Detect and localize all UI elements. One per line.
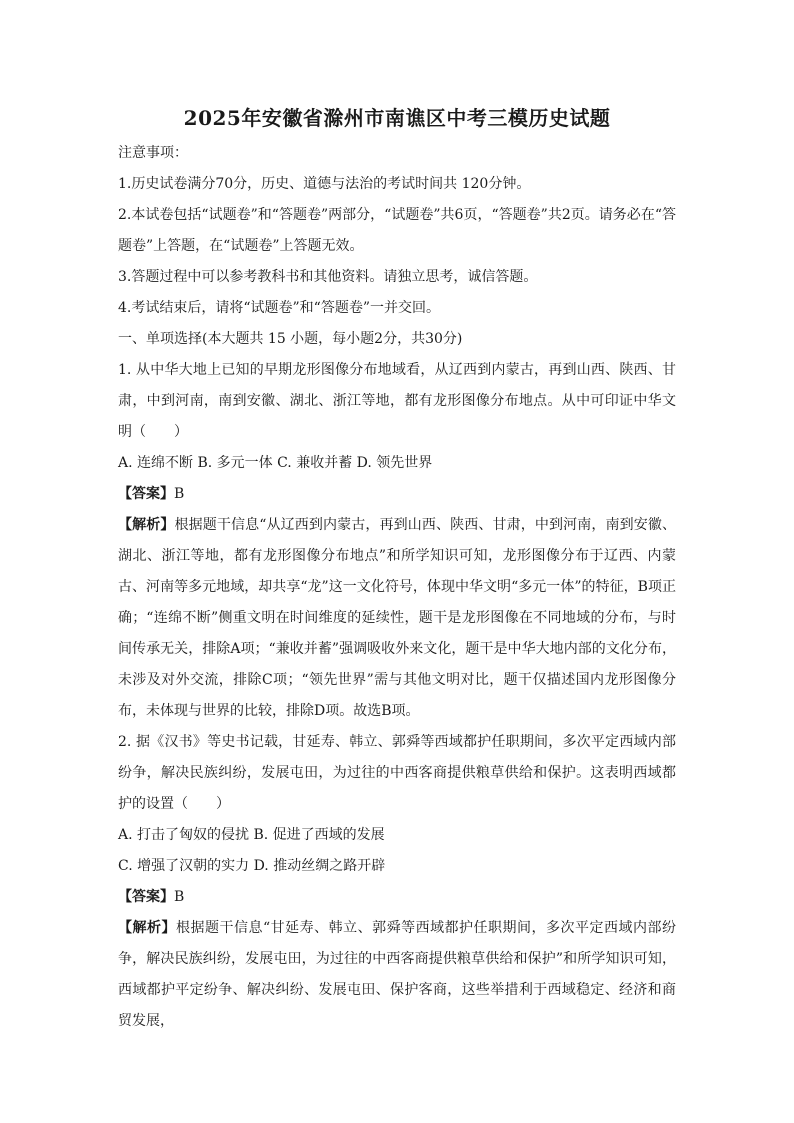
analysis-text: 根据题干信息“从辽西到内蒙古，再到山西、陕西、甘肃，中到河南，南到安徽、湖北、浙江等地，都有龙形图像分布地点”和所学知识可知，龙形图像分布于辽西、内蒙古、河南等多元地域，却共享“龙”这一文化符号，体现中华文明“多元一体”的特征，B项正确；“连绵不断”侧重文明在时间维度的延续性，题干是龙形图像在不同地域的分布，与时间传承无关，排除A项；“兼收并蓄”强调吸收外来文化，题干是中华大地内部的文化分布，未涉及对外交流，排除C项；“领先世界”需与其他文明对比，题干仅描述国内龙形图像分布，未体现与世界的比较，排除D项。故选B项。 — [118, 517, 677, 719]
notice-item: 1.历史试卷满分70分，历史、道德与法治的考试时间共 120分钟。 — [118, 176, 531, 192]
answer-value: B — [174, 889, 185, 905]
notice-item: 2.本试卷包括“试题卷”和“答题卷”两部分，“试题卷”共6页，“答题卷”共2页。请务必在“答题卷”上答题，在“试题卷”上答题无效。 — [118, 207, 676, 254]
question-stem: 2. 据《汉书》等史书记载，甘延寿、韩立、郭舜等西域都护任职期间，多次平定西域内部纷争，解决民族纠纷，发展屯田，为过往的中西客商提供粮草供给和保护。这表明西域都护的设置（ ） — [118, 734, 676, 812]
question-options: A. 打击了匈奴的侵扰 B. 促进了西域的发展 — [118, 827, 385, 843]
notice-item: 4.考试结束后，请将“试题卷”和“答题卷”一并交回。 — [118, 300, 440, 316]
answer-line — [118, 882, 676, 913]
page-title: 2025年安徽省滁州市南谯区中考三模历史试题 — [183, 106, 611, 130]
section-heading: 一、单项选择(本大题共 15 小题，每小题2分，共30分) — [118, 331, 463, 347]
answer-label: 【答案】 — [118, 486, 174, 502]
answer-line — [118, 479, 676, 510]
analysis-label: 【解析】 — [118, 920, 176, 936]
analysis-paragraph — [118, 510, 676, 727]
analysis-paragraph — [118, 913, 676, 1037]
analysis-text: 根据题干信息“甘延寿、韩立、郭舜等西域都护任职期间，多次平定西域内部纷争，解决民族纠纷，发展屯田，为过往的中西客商提供粮草供给和保护”和所学知识可知，西域都护平定纷争、解决纠纷、发展屯田、保护客商，这些举措利于西域稳定、经济和商贸发展， — [118, 920, 676, 1029]
notice-heading: 注意事项： — [118, 145, 188, 161]
answer-label: 【答案】 — [118, 889, 174, 905]
question-stem: 1. 从中华大地上已知的早期龙形图像分布地域看，从辽西到内蒙古，再到山西、陕西、甘肃，中到河南，南到安徽、湖北、浙江等地，都有龙形图像分布地点。从中可印证中华文明（ ） — [118, 362, 676, 440]
question-options: A. 连绵不断 B. 多元一体 C. 兼收并蓄 D. 领先世界 — [118, 455, 433, 471]
question-options: C. 增强了汉朝的实力 D. 推动丝绸之路开辟 — [118, 858, 386, 874]
notice-item: 3.答题过程中可以参考教科书和其他资料。请独立思考，诚信答题。 — [118, 269, 538, 285]
analysis-label: 【解析】 — [118, 517, 175, 533]
answer-value: B — [174, 486, 185, 502]
